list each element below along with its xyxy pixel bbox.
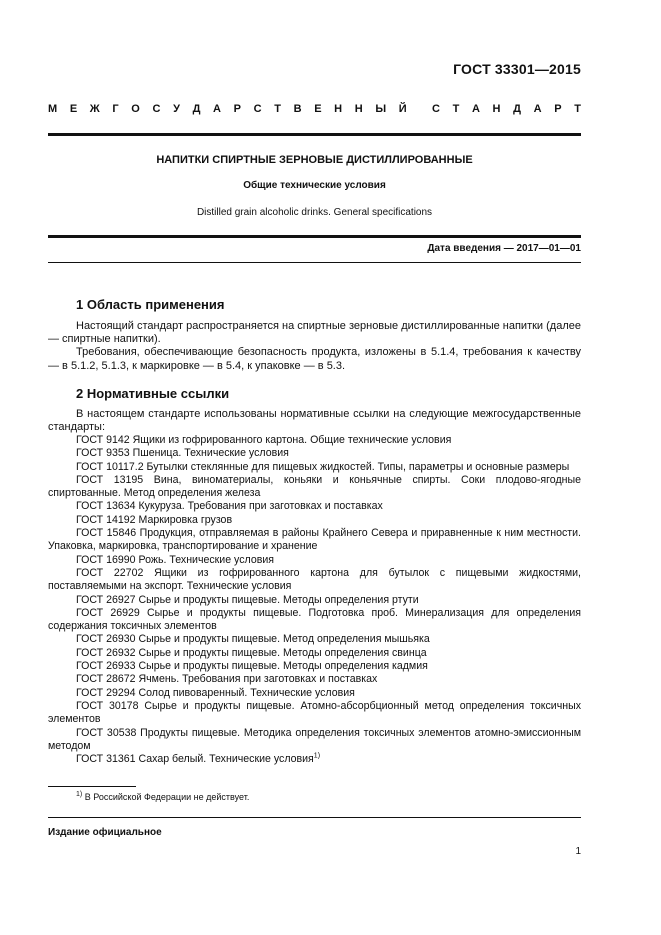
banner-letter: Н [354, 103, 363, 115]
reference-item-last [48, 753, 581, 766]
header-rule [48, 133, 581, 136]
banner-letter: М [48, 103, 58, 115]
banner-letter: Т [274, 103, 281, 115]
footnote-rule [48, 786, 136, 787]
banner-letter: Ж [89, 103, 100, 115]
footnote-text: В Российской Федерации не действует. [84, 792, 250, 802]
banner-letter: Н [334, 103, 343, 115]
banner-letter: Р [233, 103, 241, 115]
reference-item: ГОСТ 28672 Ячмень. Требования при заготовках и поставках [76, 673, 378, 686]
reference-item: ГОСТ 13634 Кукуруза. Требования при заготовках и поставках [76, 500, 383, 513]
footnote-marker: 1) [313, 752, 321, 760]
reference-item: ГОСТ 13195 Вина, виноматериалы, коньяки и коньячные спирты. Соки плодово-ягодные спиртованные. Метод определения железа [48, 473, 581, 500]
reference-item: ГОСТ 9142 Ящики из гофрированного картона. Общие технические условия [76, 434, 452, 446]
banner-letter: Н [492, 103, 501, 115]
reference-item: ГОСТ 14192 Маркировка грузов [76, 513, 233, 526]
reference-item: ГОСТ 22702 Ящики из гофрированного картона для бутылок с пищевыми жидкостями, поставляемыми на экспорт. Технические условия [48, 566, 581, 593]
section-1-paragraph: Требования, обеспечивающие безопасность продукта, изложены в 5.1.4, требования к качеству — в 5.1.2, 5.1.3, к маркировке — в 5.4, к упаковке — в 5.3. [48, 346, 581, 372]
banner-letter: С [253, 103, 262, 115]
banner-letter: Е [69, 103, 78, 115]
banner-letter: У [173, 103, 180, 115]
banner-letter: В [293, 103, 302, 115]
reference-item: ГОСТ 15846 Продукция, отправляемая в районы Крайнего Севера и приравненные к ним местности. Упаковка, маркировка, транспортирование и хранение [48, 527, 581, 553]
title-rule [48, 235, 581, 238]
section-2-heading: 2 Нормативные ссылки [76, 386, 230, 401]
standard-title-english: Distilled grain alcoholic drinks. General specifications [196, 207, 433, 218]
banner-letter: А [213, 103, 221, 115]
date-rule [48, 262, 581, 263]
banner-letter: С [152, 103, 161, 115]
banner-letter: Й [398, 103, 407, 115]
reference-item: ГОСТ 26927 Сырье и продукты пищевые. Методы определения ртути [76, 593, 419, 606]
reference-item: ГОСТ 30178 Сырье и продукты пищевые. Атомно-абсорбционный метод определения токсичных элементов [48, 699, 581, 726]
reference-item: ГОСТ 9353 Пшеница. Технические условия [76, 447, 289, 460]
reference-item: ГОСТ 26930 Сырье и продукты пищевые. Метод определения мышьяка [76, 633, 430, 646]
footnote [76, 792, 249, 802]
banner-letter: О [131, 103, 140, 115]
reference-item: ГОСТ 16990 Рожь. Технические условия [76, 553, 275, 566]
official-edition-label: Издание официальное [48, 827, 162, 838]
banner-letter: Д [192, 103, 201, 115]
banner-letter: Т [574, 103, 581, 115]
section-2-intro [48, 408, 581, 434]
reference-item: ГОСТ 30538 Продукты пищевые. Методика определения токсичных элементов атомно-эмиссионным методом [48, 726, 581, 752]
section-2-intro-text: В настоящем стандарте использованы нормативные ссылки на следующие межгосударственные стандарты: [48, 408, 581, 434]
introduction-date: Дата введения — 2017—01—01 [427, 243, 581, 254]
reference-item: ГОСТ 29294 Солод пивоваренный. Технические условия [76, 686, 355, 699]
banner-letter: Д [513, 103, 521, 115]
banner-letter: Т [452, 103, 460, 115]
reference-item: ГОСТ 26933 Сырье и продукты пищевые. Методы определения кадмия [76, 660, 428, 673]
section-1-paragraph: Настоящий стандарт распространяется на спиртные зерновые дистиллированные напитки (далее — спиртные напитки). [48, 320, 581, 346]
normative-references-list [48, 434, 581, 766]
banner-letter: Е [314, 103, 322, 115]
standard-title: НАПИТКИ СПИРТНЫЕ ЗЕРНОВЫЕ ДИСТИЛЛИРОВАННЫЕ [156, 154, 473, 166]
reference-item-text: ГОСТ 31361 Сахар белый. Технические условия [76, 753, 314, 766]
banner-letter: Ы [375, 103, 387, 115]
reference-item: ГОСТ 26932 Сырье и продукты пищевые. Методы определения свинца [76, 646, 427, 659]
section-1-heading: 1 Область применения [76, 297, 225, 312]
reference-item: ГОСТ 10117.2 Бутылки стеклянные для пищевых жидкостей. Типы, параметры и основные размеры [76, 460, 570, 473]
banner-letter: А [471, 103, 480, 115]
banner-letter: Г [112, 103, 119, 115]
footnote-number: 1) [76, 791, 83, 798]
page-number: 1 [575, 846, 581, 857]
footer-rule [48, 817, 581, 818]
document-number: ГОСТ 33301—2015 [453, 61, 581, 77]
interstate-standard-banner [48, 103, 581, 115]
banner-letter: С [431, 103, 440, 115]
banner-letter: Р [554, 103, 562, 115]
standard-subtitle: Общие технические условия [243, 180, 386, 191]
reference-item: ГОСТ 26929 Сырье и продукты пищевые. Подготовка проб. Минерализация для определения содержания токсичных элементов [48, 606, 581, 633]
banner-letter: А [533, 103, 542, 115]
section-1-body [48, 320, 581, 373]
